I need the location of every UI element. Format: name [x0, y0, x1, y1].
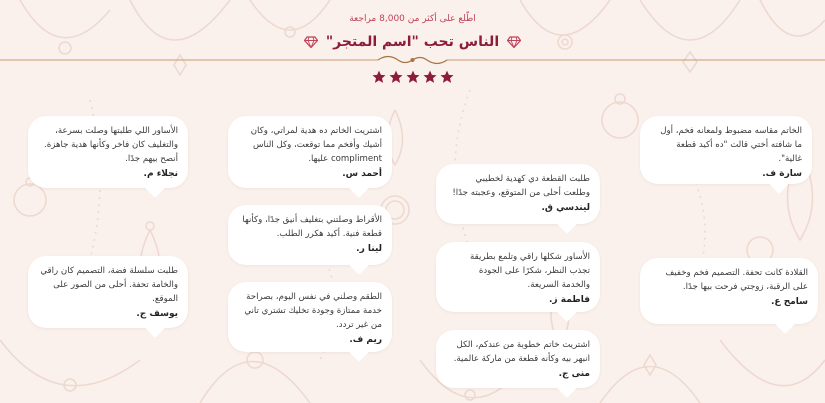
- reviewer-name: سامح ع.: [771, 297, 808, 307]
- reviewer-name: نجلاء م.: [143, 169, 178, 179]
- review-card: [436, 330, 600, 388]
- star-icon: [389, 70, 403, 84]
- gem-icon: [304, 36, 318, 48]
- gem-icon: [507, 36, 521, 48]
- star-icon: [406, 70, 420, 84]
- review-card: [436, 164, 600, 224]
- review-card: [28, 256, 188, 328]
- rating-stars: [0, 70, 825, 84]
- review-text: الخاتم مقاسه مضبوط ولمعانه فخم، أول ما شافته أختي قالت "ده أكيد قطعة غالية".: [660, 126, 802, 164]
- review-text: الأساور شكلها راقي وتلمع بطريقة تجذب النظر، شكرًا على الجودة والخدمة السريعة.: [470, 252, 590, 290]
- section-header: [0, 34, 825, 50]
- reviewer-name: منى ج.: [558, 369, 590, 379]
- ornament-divider: [0, 54, 825, 66]
- review-text: طلبت القطعة دي كهدية لخطيبي وطلعت أحلى من المتوقع، وعجبته جدًا!: [452, 174, 590, 198]
- reviewer-name: ريم ف.: [349, 335, 382, 345]
- reviewer-name: ليندسي ق.: [541, 203, 590, 213]
- review-text: الطقم وصلني في نفس اليوم، بصراحة خدمة ممتازة وجودة تخليك تشتري تاني من غير تردد.: [244, 292, 382, 330]
- reviewer-name: أحمد س.: [342, 169, 382, 179]
- star-icon: [372, 70, 386, 84]
- review-card: [228, 282, 392, 352]
- review-card: [640, 258, 818, 324]
- reviewer-name: لينا ر.: [356, 244, 382, 254]
- star-icon: [440, 70, 454, 84]
- reviewer-name: فاطمة ز.: [549, 295, 590, 305]
- review-card: [640, 116, 812, 184]
- review-text: اشتريت الخاتم ده هدية لمراتي، وكان أشيك وأفخم مما توقعت، وكل الناس compliment عليها.: [250, 126, 382, 164]
- review-text: طلبت سلسلة فضة، التصميم كان راقي والخامة تحفة. أحلى من الصور على الموقع.: [40, 266, 178, 304]
- review-card: [436, 242, 600, 312]
- star-icon: [423, 70, 437, 84]
- review-text: الأقراط وصلتني بتغليف أنيق جدًا، وكأنها قطعة فنية. أكيد هكرر الطلب.: [242, 215, 382, 239]
- review-card: [228, 205, 392, 265]
- review-text: القلادة كانت تحفة. التصميم فخم وخفيف على الرقبة، زوجتي فرحت بيها جدًا.: [665, 268, 808, 292]
- page-title: الناس تحب "اسم المتجر": [325, 34, 500, 50]
- review-card: [28, 116, 188, 188]
- reviewer-name: سارة ف.: [762, 169, 802, 179]
- all-reviews-link[interactable]: اطّلع على أكثر من 8,000 مراجعة: [349, 14, 476, 24]
- review-text: الأساور اللي طلبتها وصلت بسرعة، والتغليف كان فاخر وكأنها هدية جاهزة. أنصح بيهم جدًا.: [43, 126, 178, 164]
- review-card: [228, 116, 392, 188]
- reviewer-name: يوسف ج.: [136, 309, 178, 319]
- review-text: اشتريت خاتم خطوبة من عندكم، الكل انبهر بيه وكأنه قطعة من ماركة عالمية.: [453, 340, 590, 364]
